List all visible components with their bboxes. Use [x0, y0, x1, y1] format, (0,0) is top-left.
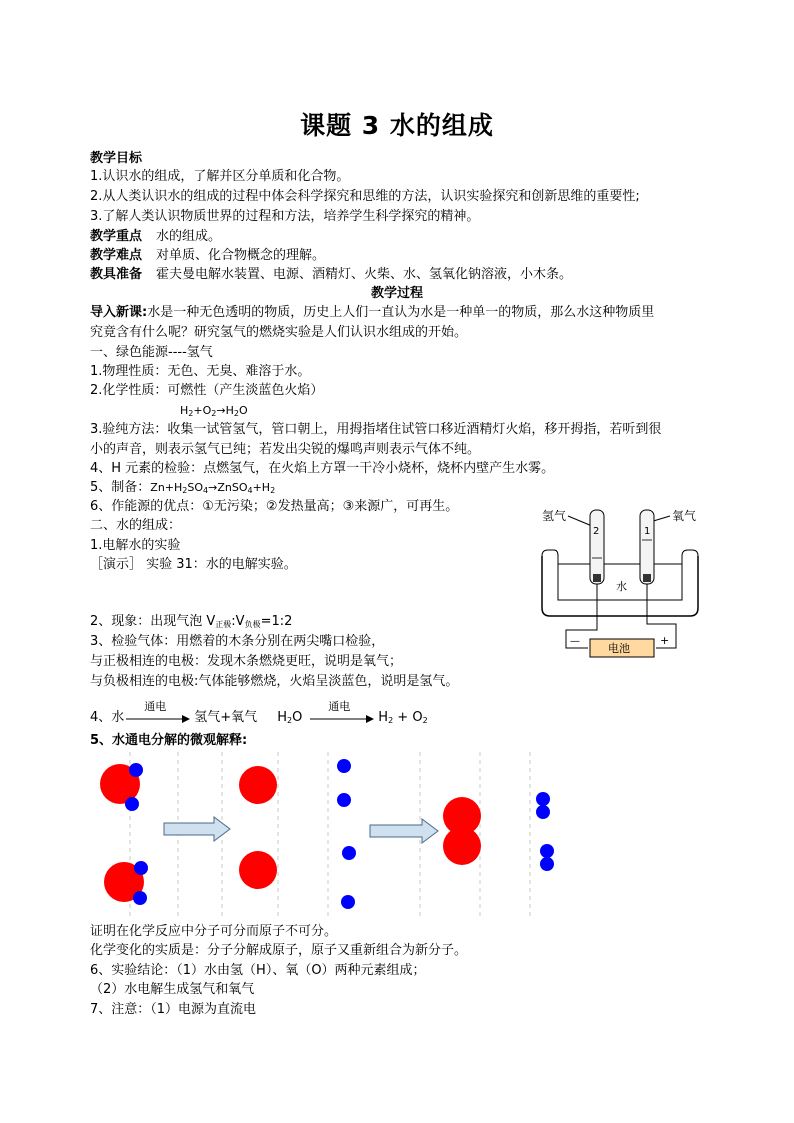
hydrogen-molecule [540, 844, 554, 871]
hydrogen-atom [134, 861, 148, 875]
positive-sub: 正极 [215, 620, 232, 629]
reaction-arrow [308, 700, 378, 723]
reaction-word-equation [90, 700, 428, 727]
demo-line: ［演示］ 实验 31：水的电解实验。 [90, 557, 297, 572]
objective-1: 1.认识水的组成，了解并区分单质和化合物。 [90, 169, 350, 184]
difficulty [90, 247, 325, 265]
process-arrow-icon [164, 817, 230, 841]
hydrogen-atom [337, 759, 351, 773]
eq-sub: 4 [247, 486, 253, 495]
hydrogen-atom [536, 792, 550, 806]
phen-ratio: =1:2 [260, 614, 293, 629]
section2-heading: 二、水的组成： [90, 518, 182, 533]
tools [90, 266, 572, 284]
purity-test-line-2: 小的声音，则表示氢气已纯；若发出尖锐的爆鸣声则表示气体不纯。 [90, 442, 481, 457]
intro-line-1 [90, 304, 654, 322]
oxygen-label: 氧气 [672, 509, 697, 523]
preparation [90, 479, 275, 497]
prep-label: 5、制备： [90, 480, 151, 495]
hydrogen-label: 氢气 [542, 509, 567, 523]
minus-sign: — [570, 636, 580, 647]
eq-part: SO [187, 481, 204, 494]
reaction-products: 氢气+氧气 [194, 710, 258, 725]
hydrogen-atom [337, 793, 351, 807]
eq-part: Zn+H [150, 481, 183, 494]
hydrogen-combustion-equation [180, 402, 248, 420]
eq-sub: 2 [188, 409, 194, 418]
conclusion-1: 6、实验结论：（1）水由氢（H）、氧（O）两种元素组成； [90, 963, 426, 978]
key-point-text: 水的组成。 [156, 229, 222, 244]
battery-label: 电池 [608, 642, 630, 655]
essence-statement: 化学变化的实质是：分子分解成原子，原子又重新组合为新分子。 [90, 943, 468, 958]
tools-label: 教具准备 [90, 267, 143, 282]
objectives-heading: 教学目标 [90, 151, 143, 166]
negative-electrode-result: 与负极相连的电极:气体能够燃烧，火焰呈淡蓝色，说明是氢气。 [90, 674, 459, 689]
hydrogen-atom [540, 844, 554, 858]
gas-test: 3、检验气体：用燃着的木条分别在两尖嘴口检验， [90, 634, 385, 649]
intro-text-1: 水是一种无色透明的物质，历史上人们一直认为水是一种单一的物质，那么水这种物质里 [147, 305, 655, 320]
eq-sub: 2 [233, 409, 239, 418]
eq-sub: 2 [270, 486, 276, 495]
eq-h: H [225, 404, 234, 417]
conclusion-2: （2）水电解生成氢气和氧气 [90, 982, 255, 997]
intro-line-2: 究竟含有什么呢？研究氢气的燃烧实验是人们认识水组成的开始。 [90, 325, 468, 340]
oxygen-molecule [443, 797, 481, 865]
negative-sub: 负极 [244, 620, 261, 629]
right-arrow-icon [124, 715, 194, 723]
section1-heading: 一、绿色能源----氢气 [90, 345, 213, 360]
hydrogen-atom [342, 846, 356, 860]
right-tube [640, 510, 654, 584]
notice: 7、注意：（1）电源为直流电 [90, 1002, 257, 1017]
reaction-arrow [124, 700, 194, 723]
eq-h: H [378, 710, 389, 725]
reaction-condition: 通电 [328, 700, 351, 713]
chemical-properties: 2.化学性质：可燃性（产生淡蓝色火焰） [90, 383, 324, 398]
eq-part: +H [252, 481, 271, 494]
tools-text: 霍夫曼电解水装置、电源、酒精灯、火柴、水、氢氧化钠溶液，小木条。 [156, 267, 573, 282]
eq-arrow: → [216, 404, 226, 417]
right-arrow-icon [308, 715, 378, 723]
phenomenon [90, 613, 292, 631]
eq-h: H [180, 404, 189, 417]
eq-sub: 2 [286, 716, 293, 725]
hydrogen-atom [540, 857, 554, 871]
water-molecule [100, 763, 143, 811]
phen-colon: :V [231, 614, 245, 629]
difficulty-label: 教学难点 [90, 248, 143, 263]
h-element-test: 4、H 元素的检验：点燃氢气，在火焰上方罩一干冷小烧杯，烧杯内壁产生水雾。 [90, 461, 555, 476]
process-heading: 教学过程 [370, 286, 423, 301]
electrode-left [593, 574, 601, 582]
positive-electrode-result: 与正极相连的电极：发现木条燃烧更旺，说明是氧气； [90, 654, 403, 669]
reaction-prefix: 4、水 [90, 710, 125, 725]
eq-plus-o: +O [193, 404, 212, 417]
hydrogen-atom [125, 797, 139, 811]
left-tube [590, 510, 604, 584]
hydrogen-atom [129, 763, 143, 777]
key-point-label: 教学重点 [90, 229, 143, 244]
water-molecule [104, 861, 148, 905]
micro-explanation-heading: 5、水通电分解的微观解释: [90, 733, 248, 748]
reaction-condition: 通电 [144, 700, 167, 713]
energy-advantages: 6、作能源的优点：①无污染；②发热量高；③来源广，可再生。 [90, 499, 459, 514]
hydrogen-atom [341, 895, 355, 909]
tube-number-left: 2 [593, 526, 600, 537]
tube-number-right: 1 [644, 526, 651, 537]
electrolysis-experiment: 1.电解水的实验 [90, 538, 181, 553]
oxygen-atom [239, 766, 277, 804]
key-point [90, 228, 221, 246]
purity-test-line-1: 3.验纯方法：收集一试管氢气，管口朝上，用拇指堵住试管口移近酒精灯火焰，移开拇指，若听到很 [90, 422, 662, 437]
eq-h: H [277, 710, 287, 725]
eq-sub: 2 [388, 716, 394, 725]
eq-o: O [292, 710, 303, 725]
objective-2: 2.从人类认识水的组成的过程中体会科学探究和思维的方法，认识实验探究和创新思维的重要性; [90, 189, 640, 204]
hydrogen-atom [133, 891, 147, 905]
eq-plus: + O [393, 710, 423, 725]
prep-equation [150, 481, 275, 494]
hofmann-apparatus [536, 500, 704, 664]
hydrogen-molecule [536, 792, 550, 819]
microscopic-diagram [90, 752, 560, 917]
eq-sub: 2 [182, 486, 188, 495]
objective-3: 3.了解人类认识物质世界的过程和方法，培养学生科学探究的精神。 [90, 209, 480, 224]
oxygen-atom [239, 851, 277, 889]
page-title: 课题 3 水的组成 [300, 111, 494, 140]
molecule-decomposition-diagram [90, 752, 560, 917]
electrolysis-apparatus-diagram [536, 500, 704, 664]
eq-part: →ZnSO [208, 481, 248, 494]
pointer-line [568, 516, 592, 526]
phenomenon-prefix: 2、现象：出现气泡 V [90, 614, 216, 629]
water-label: 水 [616, 580, 627, 593]
eq-sub: 2 [422, 716, 428, 725]
physical-properties: 1.物理性质：无色、无臭、难溶于水。 [90, 364, 311, 379]
eq-sub: 4 [203, 486, 209, 495]
process-arrow-icon [370, 819, 438, 843]
electrode-right [643, 574, 651, 582]
eq-sub: 2 [211, 409, 217, 418]
eq-o: O [238, 404, 248, 417]
plus-sign: + [660, 634, 670, 647]
difficulty-text: 对单质、化合物概念的理解。 [156, 248, 326, 263]
hydrogen-atom [536, 805, 550, 819]
proof-statement: 证明在化学反应中分子可分而原子不可分。 [90, 924, 338, 939]
oxygen-atom [443, 827, 481, 865]
intro-label: 导入新课: [90, 305, 148, 320]
